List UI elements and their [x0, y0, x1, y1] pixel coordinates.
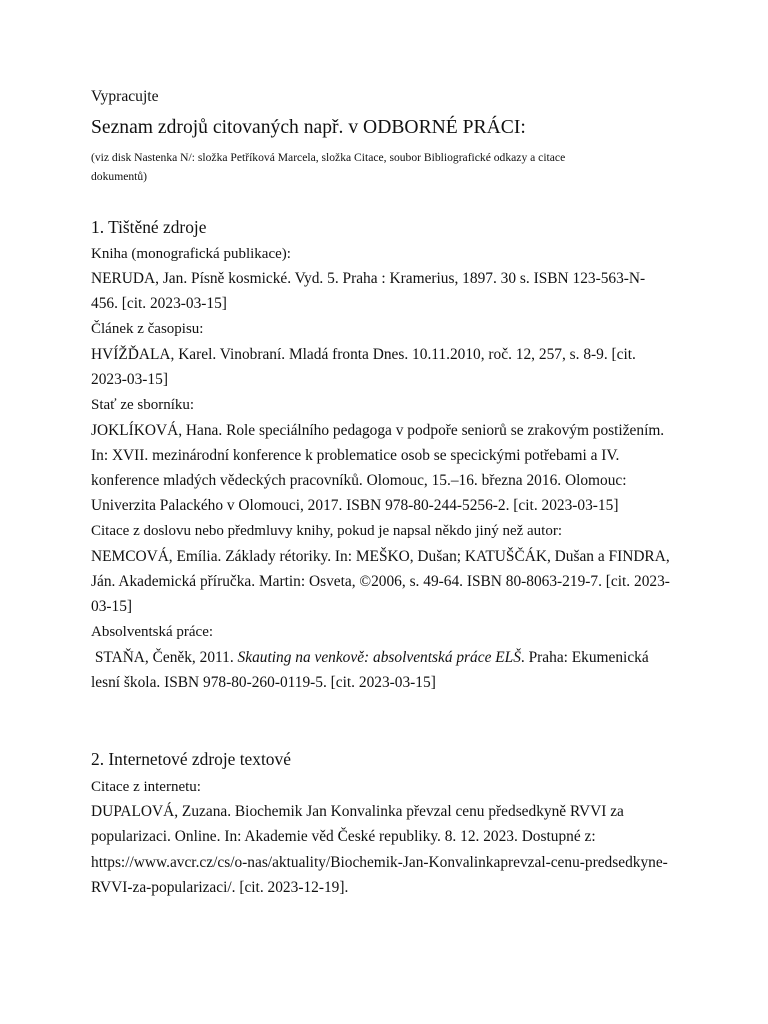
- label-internet: Citace z internetu:: [91, 779, 201, 795]
- citation-absolventska-publisher: . Praha: Ekumenická: [520, 649, 649, 666]
- citation-internet-url[interactable]: https://www.avcr.cz/cs/o-nas/aktuality/Biochemik-Jan-Konvalinkaprevzal-cenu-predsedkyne-: [91, 854, 668, 871]
- citation-absolventska-line-1: [91, 648, 649, 668]
- citation-absolventska-title: Skauting na venkově: absolventská práce ELŠ: [237, 649, 521, 666]
- citation-predmluva-line-3: 03-15]: [91, 598, 133, 615]
- pre-title: Vypracujte: [91, 88, 159, 105]
- label-absolventska: Absolventská práce:: [91, 624, 214, 640]
- citation-internet-line-2: popularizaci. Online. In: Akademie věd České republiky. 8. 12. 2023. Dostupné z:: [91, 828, 596, 845]
- label-predmluva: Citace z doslovu nebo předmluvy knihy, pokud je napsal někdo jiný než autor:: [91, 523, 563, 539]
- citation-stat-line-4: Univerzita Palackého v Olomouci, 2017. ISBN 978-80-244-5256-2. [cit. 2023-03-15]: [91, 497, 619, 514]
- citation-kniha-line-1: NERUDA, Jan. Písně kosmické. Vyd. 5. Praha : Kramerius, 1897. 30 s. ISBN 123-563-N-: [91, 270, 646, 287]
- label-clanek: Článek z časopisu:: [91, 321, 204, 337]
- section-heading-printed: 1. Tištěné zdroje: [91, 217, 207, 237]
- citation-stat-line-1: JOKLÍKOVÁ, Hana. Role speciálního pedagoga v podpoře seniorů se zrakovým postižením.: [91, 422, 665, 439]
- label-stat: Stať ze sborníku:: [91, 397, 195, 413]
- citation-absolventska-author: STAŇA, Čeněk, 2011.: [91, 649, 238, 666]
- citation-internet-line-4: RVVI-za-popularizaci/. [cit. 2023-12-19].: [91, 879, 349, 896]
- citation-predmluva-line-1: NEMCOVÁ, Emília. Základy rétoriky. In: MEŠKO, Dušan; KATUŠČÁK, Dušan a FINDRA,: [91, 548, 670, 565]
- citation-absolventska-line-2: lesní škola. ISBN 978-80-260-0119-5. [cit. 2023-03-15]: [91, 674, 436, 691]
- note-line-1: (viz disk Nastenka N/: složka Petříková Marcela, složka Citace, soubor Bibliografické odkazy a citace: [91, 151, 566, 164]
- citation-predmluva-line-2: Ján. Akademická příručka. Martin: Osveta, ©2006, s. 49-64. ISBN 80-8063-219-7. [cit. 2023-: [91, 573, 670, 590]
- label-kniha: Kniha (monografická publikace):: [91, 246, 291, 262]
- citation-internet-line-1: DUPALOVÁ, Zuzana. Biochemik Jan Konvalinka převzal cenu předsedkyně RVVI za: [91, 803, 624, 820]
- citation-kniha-line-2: 456. [cit. 2023-03-15]: [91, 295, 227, 312]
- citation-stat-line-3: konference mladých vědeckých pracovníků. Olomouc, 15.–16. března 2016. Olomouc:: [91, 472, 627, 489]
- citation-clanek-line-1: HVÍŽĎALA, Karel. Vinobraní. Mladá fronta Dnes. 10.11.2010, roč. 12, 257, s. 8-9. [cit.: [91, 346, 636, 363]
- page-title: Seznam zdrojů citovaných např. v ODBORNÉ PRÁCI:: [91, 117, 526, 138]
- citation-stat-line-2: In: XVII. mezinárodní konference k problematice osob se specickými potřebami a IV.: [91, 447, 620, 464]
- section-heading-internet: 2. Internetové zdroje textové: [91, 749, 291, 769]
- note-line-2: dokumentů): [91, 170, 148, 183]
- citation-clanek-line-2: 2023-03-15]: [91, 371, 168, 388]
